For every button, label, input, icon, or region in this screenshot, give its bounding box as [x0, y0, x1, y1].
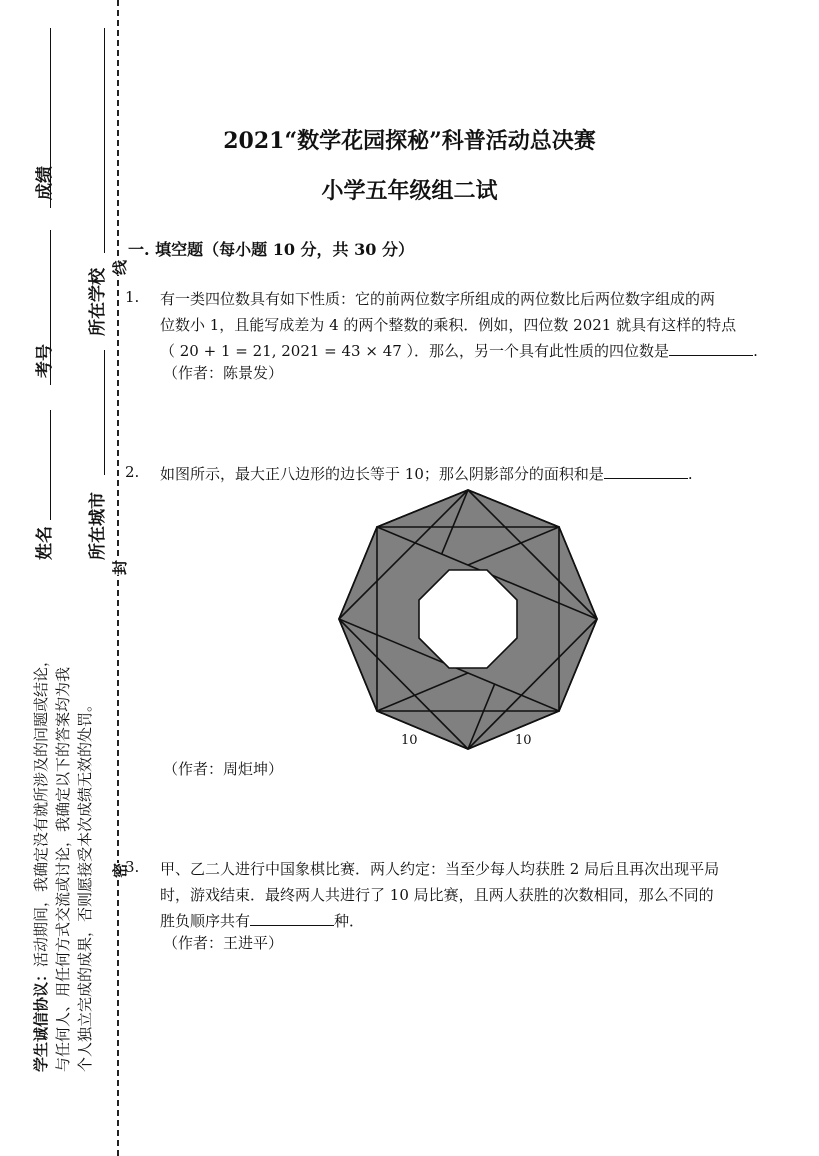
- question-2-text: 如图所示，最大正八边形的边长等于 10；那么阴影部分的面积和是 .: [160, 465, 693, 483]
- exam-no-label: 考号: [35, 344, 55, 378]
- question-3-number: 3.: [125, 858, 140, 876]
- question-2-answer-blank[interactable]: [604, 464, 688, 479]
- question-3-text: 甲、乙二人进行中国象棋比赛．两人约定：当至少每人均获胜 2 局后且再次出现平局 时，游戏结束．最终两人共进行了 10 局比赛，且两人获胜的次数相同，那么不同的 胜负顺序共有 种．: [160, 860, 720, 930]
- score-label: 成绩: [35, 166, 55, 200]
- section-heading: 一. 填空题（每小题 10 分，共 30 分）: [128, 240, 414, 259]
- name-underline: [50, 410, 51, 520]
- city-label: 所在城市: [88, 492, 108, 560]
- page-subtitle: 小学五年级组二试: [321, 178, 498, 204]
- binding-line-mark: 线: [111, 259, 129, 275]
- name-label: 姓名: [35, 526, 55, 560]
- question-3-answer-blank[interactable]: [250, 911, 334, 926]
- pledge-line-2: 与任何人、用任何方式交流或讨论，我确定以下的答案均为我: [54, 666, 72, 1072]
- question-3-author: （作者：王进平）: [163, 934, 284, 952]
- question-2-author: （作者：周炬坤）: [163, 760, 284, 778]
- secret-mark: 密: [111, 862, 129, 878]
- side-label-left: 10: [401, 733, 418, 748]
- page-title: 2021“数学花园探秘”科普活动总决赛: [223, 128, 596, 154]
- pledge-line-3: 个人独立完成的成果，否则愿接受本次成绩无效的处罚。: [76, 696, 94, 1072]
- pledge-line-1: 学生诚信协议：活动期间，我确定没有就所涉及的问题或结论，: [32, 651, 50, 1072]
- side-label-right: 10: [515, 733, 532, 748]
- question-1-number: 1.: [125, 288, 140, 306]
- city-underline: [104, 350, 105, 475]
- school-label: 所在学校: [88, 268, 108, 336]
- seal-mark: 封: [111, 559, 129, 575]
- question-1-answer-blank[interactable]: [669, 341, 753, 356]
- octagon-star-figure: [330, 488, 610, 750]
- question-2-number: 2.: [125, 463, 140, 481]
- question-1-text: 有一类四位数具有如下性质：它的前两位数字所组成的两位数比后两位数字组成的两 位数小 1，且能写成差为 4 的两个整数的乘积．例如，四位数 2021 就具有这样的特点 （ 20 + 1 = 21, 2021 = 43 × 47 ）．那么，另一个具有此性质的四位数是 .: [160, 290, 758, 360]
- question-1-author: （作者：陈景发）: [163, 364, 284, 382]
- pledge-title: 学生诚信协议：: [32, 966, 50, 1072]
